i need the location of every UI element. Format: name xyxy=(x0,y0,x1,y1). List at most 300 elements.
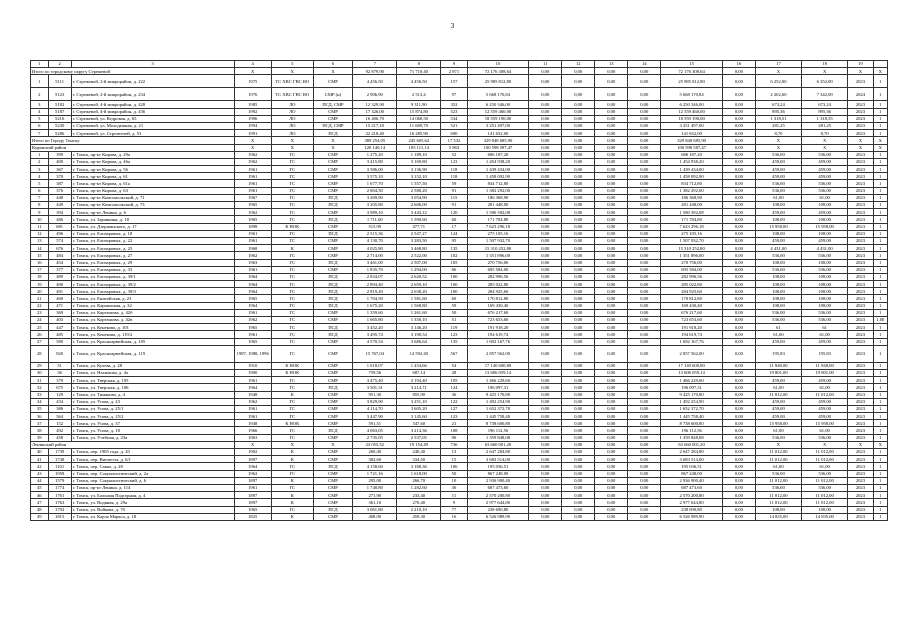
table-cell: 26 xyxy=(31,331,49,338)
table-cell: 0,00 xyxy=(628,108,661,115)
section-label: Ленинский район xyxy=(31,441,235,448)
table-cell: 1 748,80 xyxy=(353,484,397,491)
table-cell: 1 359 848,08 xyxy=(661,434,723,441)
table-cell: 2023 xyxy=(848,209,873,216)
table-cell: 295,00 xyxy=(353,477,397,484)
table-cell: 0,00 xyxy=(595,252,628,259)
table-cell: ГС xyxy=(271,405,313,412)
table-cell: 240,40 xyxy=(397,449,441,456)
table-cell: 536,00 xyxy=(755,484,801,491)
table-cell: 867 248,00 xyxy=(661,470,723,477)
table-cell: СМР xyxy=(313,173,353,180)
table-cell: 24 xyxy=(31,317,49,324)
table-cell: 454 xyxy=(48,259,71,266)
table-cell: 15 958,00 xyxy=(802,223,848,230)
address-cell: г. Томск, пр-кт Кирова, д. 61 xyxy=(71,173,234,180)
table-cell: 0,00 xyxy=(562,338,595,345)
table-cell: 1964 xyxy=(234,384,271,391)
address-cell: г. Томск, пр-кт Комсомольский, д. 73 xyxy=(71,202,234,209)
address-cell: г. Томск, пр-кт Комсомольский, д. 71 xyxy=(71,194,234,201)
table-cell: 536,00 xyxy=(802,151,848,158)
table-cell: 3 461,00 xyxy=(353,259,397,266)
table-cell: X xyxy=(234,68,271,75)
table-cell: 1964 xyxy=(234,302,271,309)
table-cell: 1 xyxy=(873,281,887,288)
table-cell: 186 368,90 xyxy=(467,194,529,201)
table-cell: 1 652 372,70 xyxy=(467,405,529,412)
table-cell: 1 492 254,90 xyxy=(467,398,529,405)
table-cell: 0,00 xyxy=(722,362,755,369)
table-cell: 1 675,20 xyxy=(353,302,397,309)
table-cell: X xyxy=(755,68,801,75)
table-cell: 2 804,50 xyxy=(353,187,397,194)
table-cell: К НОК xyxy=(271,369,313,376)
table-cell: ПСД xyxy=(313,281,353,288)
table-cell: 281 448,00 xyxy=(467,202,529,209)
table-cell: ГС xyxy=(271,434,313,441)
table-cell: 2023 xyxy=(848,391,873,398)
table-cell: 1962 xyxy=(234,252,271,259)
table-cell: 3 190,54 xyxy=(397,331,441,338)
table-cell: 1962 xyxy=(234,209,271,216)
table-cell: 108,00 xyxy=(802,216,848,223)
table-cell: 0,00 xyxy=(722,492,755,499)
table-cell: 2023 xyxy=(848,245,873,252)
column-number-blank xyxy=(873,61,887,68)
table-row xyxy=(31,362,888,369)
table-cell: 471 xyxy=(48,302,71,309)
table-row xyxy=(31,484,888,491)
table-cell: К xyxy=(271,499,313,506)
table-cell: 1 454 938,20 xyxy=(467,158,529,165)
table-cell: 4 063,05 xyxy=(353,427,397,434)
table-cell: 369 xyxy=(48,309,71,316)
table-cell: 1961 xyxy=(234,173,271,180)
table-cell: 108,00 xyxy=(802,230,848,237)
table-row xyxy=(31,309,888,316)
table-row xyxy=(31,506,888,513)
table-cell: 46 xyxy=(31,492,49,499)
table-cell: 1964 xyxy=(234,288,271,295)
table-cell: 459,00 xyxy=(755,237,801,244)
table-cell: 1897 xyxy=(234,456,271,463)
page-number: 3 xyxy=(450,22,455,30)
table-cell: 523 xyxy=(441,108,467,115)
table-cell: 4 114,70 xyxy=(353,405,397,412)
table-cell: 1 692 167,76 xyxy=(467,338,529,345)
table-cell: 260,40 xyxy=(353,449,397,456)
table-cell: 127 xyxy=(441,405,467,412)
table-cell: 0,00 xyxy=(595,499,628,506)
table-cell: 1,00 xyxy=(873,317,887,324)
table-cell: 1774 xyxy=(48,484,71,491)
address-cell: г. Томск, пр-кт Ленина, д. 114 xyxy=(71,484,234,491)
table-cell: 281 448,00 xyxy=(661,202,723,209)
table-cell: 574 xyxy=(48,237,71,244)
table-cell: 1 xyxy=(873,338,887,345)
table-cell: 0,00 xyxy=(628,194,661,201)
table-cell: 0,00 xyxy=(628,180,661,187)
table-cell: 36 xyxy=(441,484,467,491)
table-cell: 2023 xyxy=(848,166,873,173)
table-cell: 1 xyxy=(873,470,887,477)
table-cell: 2 606,00 xyxy=(397,202,441,209)
table-cell: 108,00 xyxy=(802,281,848,288)
table-cell: ЛО xyxy=(271,108,313,115)
table-cell: 0,00 xyxy=(529,470,562,477)
table-cell: 1 xyxy=(873,384,887,391)
table-cell: 100 xyxy=(441,273,467,280)
table-cell: 4 456,50 xyxy=(353,75,397,88)
table-cell: 15 310 252,80 xyxy=(661,245,723,252)
table-cell: 459,30 xyxy=(397,513,441,520)
table-cell: 1 xyxy=(873,230,887,237)
table-cell: 0,00 xyxy=(562,237,595,244)
table-cell: 1 xyxy=(873,420,887,427)
table-cell: 0,00 xyxy=(562,101,595,108)
table-cell: 834 712,80 xyxy=(661,180,723,187)
table-cell: СМР xyxy=(313,513,353,520)
table-cell: 238 690,80 xyxy=(467,506,529,513)
table-cell: 0,00 xyxy=(562,68,595,75)
table-cell: 33 xyxy=(31,391,49,398)
table-cell: 5230 xyxy=(48,122,71,129)
table-row xyxy=(31,492,888,499)
table-cell: 1948 xyxy=(234,420,271,427)
table-cell: 0,00 xyxy=(562,384,595,391)
table-cell: X xyxy=(802,441,848,448)
table-cell: 0,00 xyxy=(595,122,628,129)
table-cell: ПСД xyxy=(313,202,353,209)
table-cell: СМР xyxy=(313,108,353,115)
address-cell: г. Томск, ул. Елизаровых, д. 27 xyxy=(71,252,234,259)
table-cell: 0,00 xyxy=(562,309,595,316)
table-cell: 0,00 xyxy=(529,68,562,75)
table-cell: 108,00 xyxy=(755,230,801,237)
table-cell: 459,00 xyxy=(755,209,801,216)
table-cell: 1 xyxy=(873,130,887,137)
table-cell: 0,00 xyxy=(529,216,562,223)
table-cell: 0,00 xyxy=(722,281,755,288)
table-cell: 676 217,60 xyxy=(467,309,529,316)
table-cell: 15 xyxy=(441,456,467,463)
table-cell: 459,00 xyxy=(802,158,848,165)
table-cell: 1992 xyxy=(234,108,271,115)
table-cell: 47 xyxy=(31,499,49,506)
table-cell: 10 xyxy=(31,216,49,223)
table-cell: ПСД xyxy=(313,259,353,266)
address-cell: г. Томск, ул. Усова, д. 18 xyxy=(71,427,234,434)
table-cell: 11 012,00 xyxy=(755,456,801,463)
address-cell: г. Томск, пр-кт Кирова, д. 56 xyxy=(71,166,234,173)
table-cell: 100 598 587,47 xyxy=(661,144,723,151)
address-cell: г. Томск, пер. Социалистический, д. 2а xyxy=(71,470,234,477)
table-cell: ЛО xyxy=(271,101,313,108)
table-cell: 108,00 xyxy=(755,295,801,302)
table-cell: 3 468,80 xyxy=(397,245,441,252)
table-cell: 5 xyxy=(31,180,49,187)
table-cell: 0,00 xyxy=(529,345,562,362)
table-cell: 91 xyxy=(441,202,467,209)
table-cell: 2 906,90 xyxy=(353,88,397,101)
table-cell: 0,00 xyxy=(562,449,595,456)
address-cell: г. Томск, ул. Нахимова, д. 4а xyxy=(71,369,234,376)
table-cell: 1 351 896,00 xyxy=(467,252,529,259)
table-cell: ГС xyxy=(271,288,313,295)
table-cell: 2 647 284,80 xyxy=(467,449,529,456)
table-cell: 0,00 xyxy=(562,115,595,122)
table-cell: 1101 xyxy=(48,463,71,470)
table-cell: 536,00 xyxy=(755,309,801,316)
table-cell: 403 xyxy=(48,317,71,324)
table-cell: 284 925,60 xyxy=(661,288,723,295)
table-cell: 0,00 xyxy=(722,122,755,129)
table-cell: 14 060,50 xyxy=(397,115,441,122)
table-cell: 6 250 346,00 xyxy=(661,101,723,108)
table-row xyxy=(31,295,888,302)
table-cell: 6 252,00 xyxy=(802,75,848,88)
table-cell: 71 710,40 xyxy=(397,68,441,75)
table-cell: 447 xyxy=(48,324,71,331)
table-cell: 1963 xyxy=(234,259,271,266)
table-cell: 124 xyxy=(441,384,467,391)
table-cell: 1 xyxy=(873,252,887,259)
table-cell: 16 285,90 xyxy=(397,130,441,137)
table-row xyxy=(31,324,888,331)
table-cell: 0,00 xyxy=(529,252,562,259)
table-cell: СМР xyxy=(313,166,353,173)
table-cell: 141 652,00 xyxy=(467,130,529,137)
table-cell: 124 xyxy=(441,230,467,237)
table-cell: 386 xyxy=(48,405,71,412)
table-cell: 0,00 xyxy=(722,302,755,309)
table-cell: 0,00 xyxy=(722,194,755,201)
table-cell: 1994 xyxy=(234,122,271,129)
table-row xyxy=(31,216,888,223)
table-cell: 1 xyxy=(873,273,887,280)
column-number: 12 xyxy=(562,61,595,68)
table-cell: 195,83 xyxy=(802,345,848,362)
table-cell: 0,00 xyxy=(722,405,755,412)
table-cell: 1987, 1988, 1996 xyxy=(234,345,271,362)
table-cell: 0,00 xyxy=(628,68,661,75)
column-number: 18 xyxy=(802,61,848,68)
address-cell: г. Стрежевой, ул. Строителей, д. 53 xyxy=(71,130,234,137)
table-cell: 19 801,00 xyxy=(802,369,848,376)
address-cell: г. Томск, ул. Большая Подгорная, д. 4 xyxy=(71,492,234,499)
address-cell: г. Томск, ул. Елизаровых, д. 29 xyxy=(71,259,234,266)
table-cell: 2023 xyxy=(848,427,873,434)
table-cell: СМР xyxy=(313,115,353,122)
table-cell: 27 xyxy=(31,338,49,345)
table-cell: 15 874,80 xyxy=(397,108,441,115)
table-cell: 399 xyxy=(48,151,71,158)
table-cell: X xyxy=(271,144,313,151)
table-cell: 61,00 xyxy=(802,331,848,338)
table-cell: 0,00 xyxy=(722,259,755,266)
table-cell: 72 176 308,64 xyxy=(661,68,723,75)
table-cell: 108,00 xyxy=(755,216,801,223)
table-cell: 0,00 xyxy=(529,259,562,266)
table-cell: К xyxy=(271,492,313,499)
table-cell: 1 466 229,60 xyxy=(661,377,723,384)
table-cell: СМР xyxy=(313,223,353,230)
table-cell: 1 xyxy=(873,75,887,88)
table-cell: 0,00 xyxy=(628,101,661,108)
table-cell: 1962 xyxy=(234,470,271,477)
table-cell: ГС xyxy=(271,237,313,244)
table-cell: 16 406,70 xyxy=(353,115,397,122)
table-cell: 2023 xyxy=(848,108,873,115)
table-cell: 1 318,51 xyxy=(755,115,801,122)
table-cell: 169 430,40 xyxy=(467,302,529,309)
table-cell: 6 xyxy=(31,122,49,129)
table-cell: 0,00 xyxy=(595,223,628,230)
table-cell: 1 557,50 xyxy=(397,180,441,187)
table-cell: К xyxy=(271,449,313,456)
table-cell: ГС xyxy=(271,345,313,362)
table-cell: 0,00 xyxy=(595,449,628,456)
table-cell: 486 xyxy=(48,216,71,223)
table-cell: 3 214,71 xyxy=(397,384,441,391)
table-cell: ГС xyxy=(271,259,313,266)
table-cell: СМР (н) xyxy=(313,88,353,101)
table-cell: 3 989,10 xyxy=(353,209,397,216)
table-cell: 1965 xyxy=(234,295,271,302)
table-cell: 0,00 xyxy=(722,295,755,302)
table-cell: 115 xyxy=(441,194,467,201)
table-cell: 25 985 812,80 xyxy=(467,75,529,88)
table-cell: 141 652,00 xyxy=(661,130,723,137)
table-cell: 41 xyxy=(31,456,49,463)
table-cell: 1579 xyxy=(48,477,71,484)
table-cell: 6 xyxy=(31,187,49,194)
table-cell: 1961 xyxy=(234,331,271,338)
table-cell: СМР xyxy=(313,266,353,273)
table-cell: 3 686,64 xyxy=(397,338,441,345)
table-cell: 459,00 xyxy=(755,338,801,345)
table-cell: 0,00 xyxy=(722,391,755,398)
table-row xyxy=(31,345,888,362)
table-cell: 1 xyxy=(873,194,887,201)
table-cell: 0,00 xyxy=(562,420,595,427)
table-cell: 108 xyxy=(441,427,467,434)
table-cell: 0,00 xyxy=(595,384,628,391)
table-cell: 0,00 xyxy=(628,281,661,288)
table-cell: X xyxy=(234,441,271,448)
table-cell: 1 507 932,70 xyxy=(661,237,723,244)
table-cell: 1 439 434,00 xyxy=(661,166,723,173)
table-cell: 867 248,00 xyxy=(467,470,529,477)
table-cell: 0,00 xyxy=(595,273,628,280)
table-cell: 14 592,40 xyxy=(397,345,441,362)
table-row xyxy=(31,122,888,129)
table-cell: 1961 xyxy=(234,180,271,187)
table-cell: 3 054,90 xyxy=(397,194,441,201)
table-cell: 40 xyxy=(31,449,49,456)
table-cell: 0,00 xyxy=(628,362,661,369)
table-cell: 0,00 xyxy=(628,391,661,398)
table-cell: 0,00 xyxy=(722,324,755,331)
table-cell: 0,00 xyxy=(628,187,661,194)
section-label: Итого по Городу Томску xyxy=(31,137,235,144)
table-cell: 4 431,00 xyxy=(755,245,801,252)
address-cell: г. Томск, ул. Красноармейская, д. 119 xyxy=(71,345,234,362)
table-cell: 120 140,14 xyxy=(353,144,397,151)
table-cell: 0,00 xyxy=(595,166,628,173)
table-row xyxy=(31,245,888,252)
address-cell: г. Стрежевой, 4-й микрорайон, д. 436 xyxy=(71,108,234,115)
table-cell: 3 168,36 xyxy=(397,463,441,470)
table-cell: 0,00 xyxy=(562,180,595,187)
table-cell: X xyxy=(313,68,353,75)
table-cell: 459,00 xyxy=(755,158,801,165)
table-row xyxy=(31,288,888,295)
table-cell: 2 202,60 xyxy=(755,88,801,101)
table-cell: 0,00 xyxy=(628,216,661,223)
table-cell: 3 061,80 xyxy=(353,506,397,513)
table-cell: 1 492 254,90 xyxy=(661,398,723,405)
table-cell: 0,00 xyxy=(529,405,562,412)
table-cell: 0,00 xyxy=(628,166,661,173)
table-cell: 0,00 xyxy=(722,101,755,108)
table-cell: 2023 xyxy=(848,449,873,456)
column-number: 11 xyxy=(529,61,562,68)
table-cell: 0,00 xyxy=(562,194,595,201)
table-cell: 389 254,95 xyxy=(353,137,397,144)
table-cell: ГС xyxy=(271,377,313,384)
table-cell: 0,00 xyxy=(562,456,595,463)
table-cell: 0,00 xyxy=(562,513,595,520)
table-cell: 2023 xyxy=(848,259,873,266)
table-cell: 0,00 xyxy=(562,434,595,441)
table-cell: 9 xyxy=(441,499,467,506)
table-cell: 723 653,60 xyxy=(661,317,723,324)
table-cell: 10 xyxy=(441,477,467,484)
table-cell: 0,00 xyxy=(595,398,628,405)
table-cell: 0,00 xyxy=(722,108,755,115)
table-cell: 2023 xyxy=(848,331,873,338)
table-cell: 11 012,00 xyxy=(802,499,848,506)
table-cell: 17 140 600,80 xyxy=(467,362,529,369)
table-cell: 19 xyxy=(31,281,49,288)
table-cell: 0,00 xyxy=(562,369,595,376)
table-cell: 13 606 059,14 xyxy=(467,369,529,376)
table-cell: 195 036,51 xyxy=(467,463,529,470)
table-cell: 0,00 xyxy=(529,108,562,115)
table-cell: 171 784,80 xyxy=(467,216,529,223)
table-cell: 97 xyxy=(441,88,467,101)
table-cell: 18 559 190,00 xyxy=(467,115,529,122)
table-cell: 1996 xyxy=(234,115,271,122)
table-cell: К xyxy=(271,513,313,520)
table-cell: 0,00 xyxy=(529,230,562,237)
table-cell: 2023 xyxy=(848,194,873,201)
table-cell: 8 738 600,80 xyxy=(661,420,723,427)
table-cell: 0,00 xyxy=(562,377,595,384)
table-cell: 196 097,31 xyxy=(467,384,529,391)
table-cell: 0,00 xyxy=(595,158,628,165)
table-cell: 4 025,80 xyxy=(353,245,397,252)
table-cell: 19 154,49 xyxy=(397,441,441,448)
table-cell: 820 xyxy=(48,345,71,362)
table-cell: 105 xyxy=(441,377,467,384)
table-cell: 0,00 xyxy=(562,166,595,173)
table-cell: 0,00 xyxy=(722,187,755,194)
table-cell: 96 xyxy=(441,434,467,441)
table-cell: 1 618,00 xyxy=(397,470,441,477)
table-cell: ГС xyxy=(271,180,313,187)
